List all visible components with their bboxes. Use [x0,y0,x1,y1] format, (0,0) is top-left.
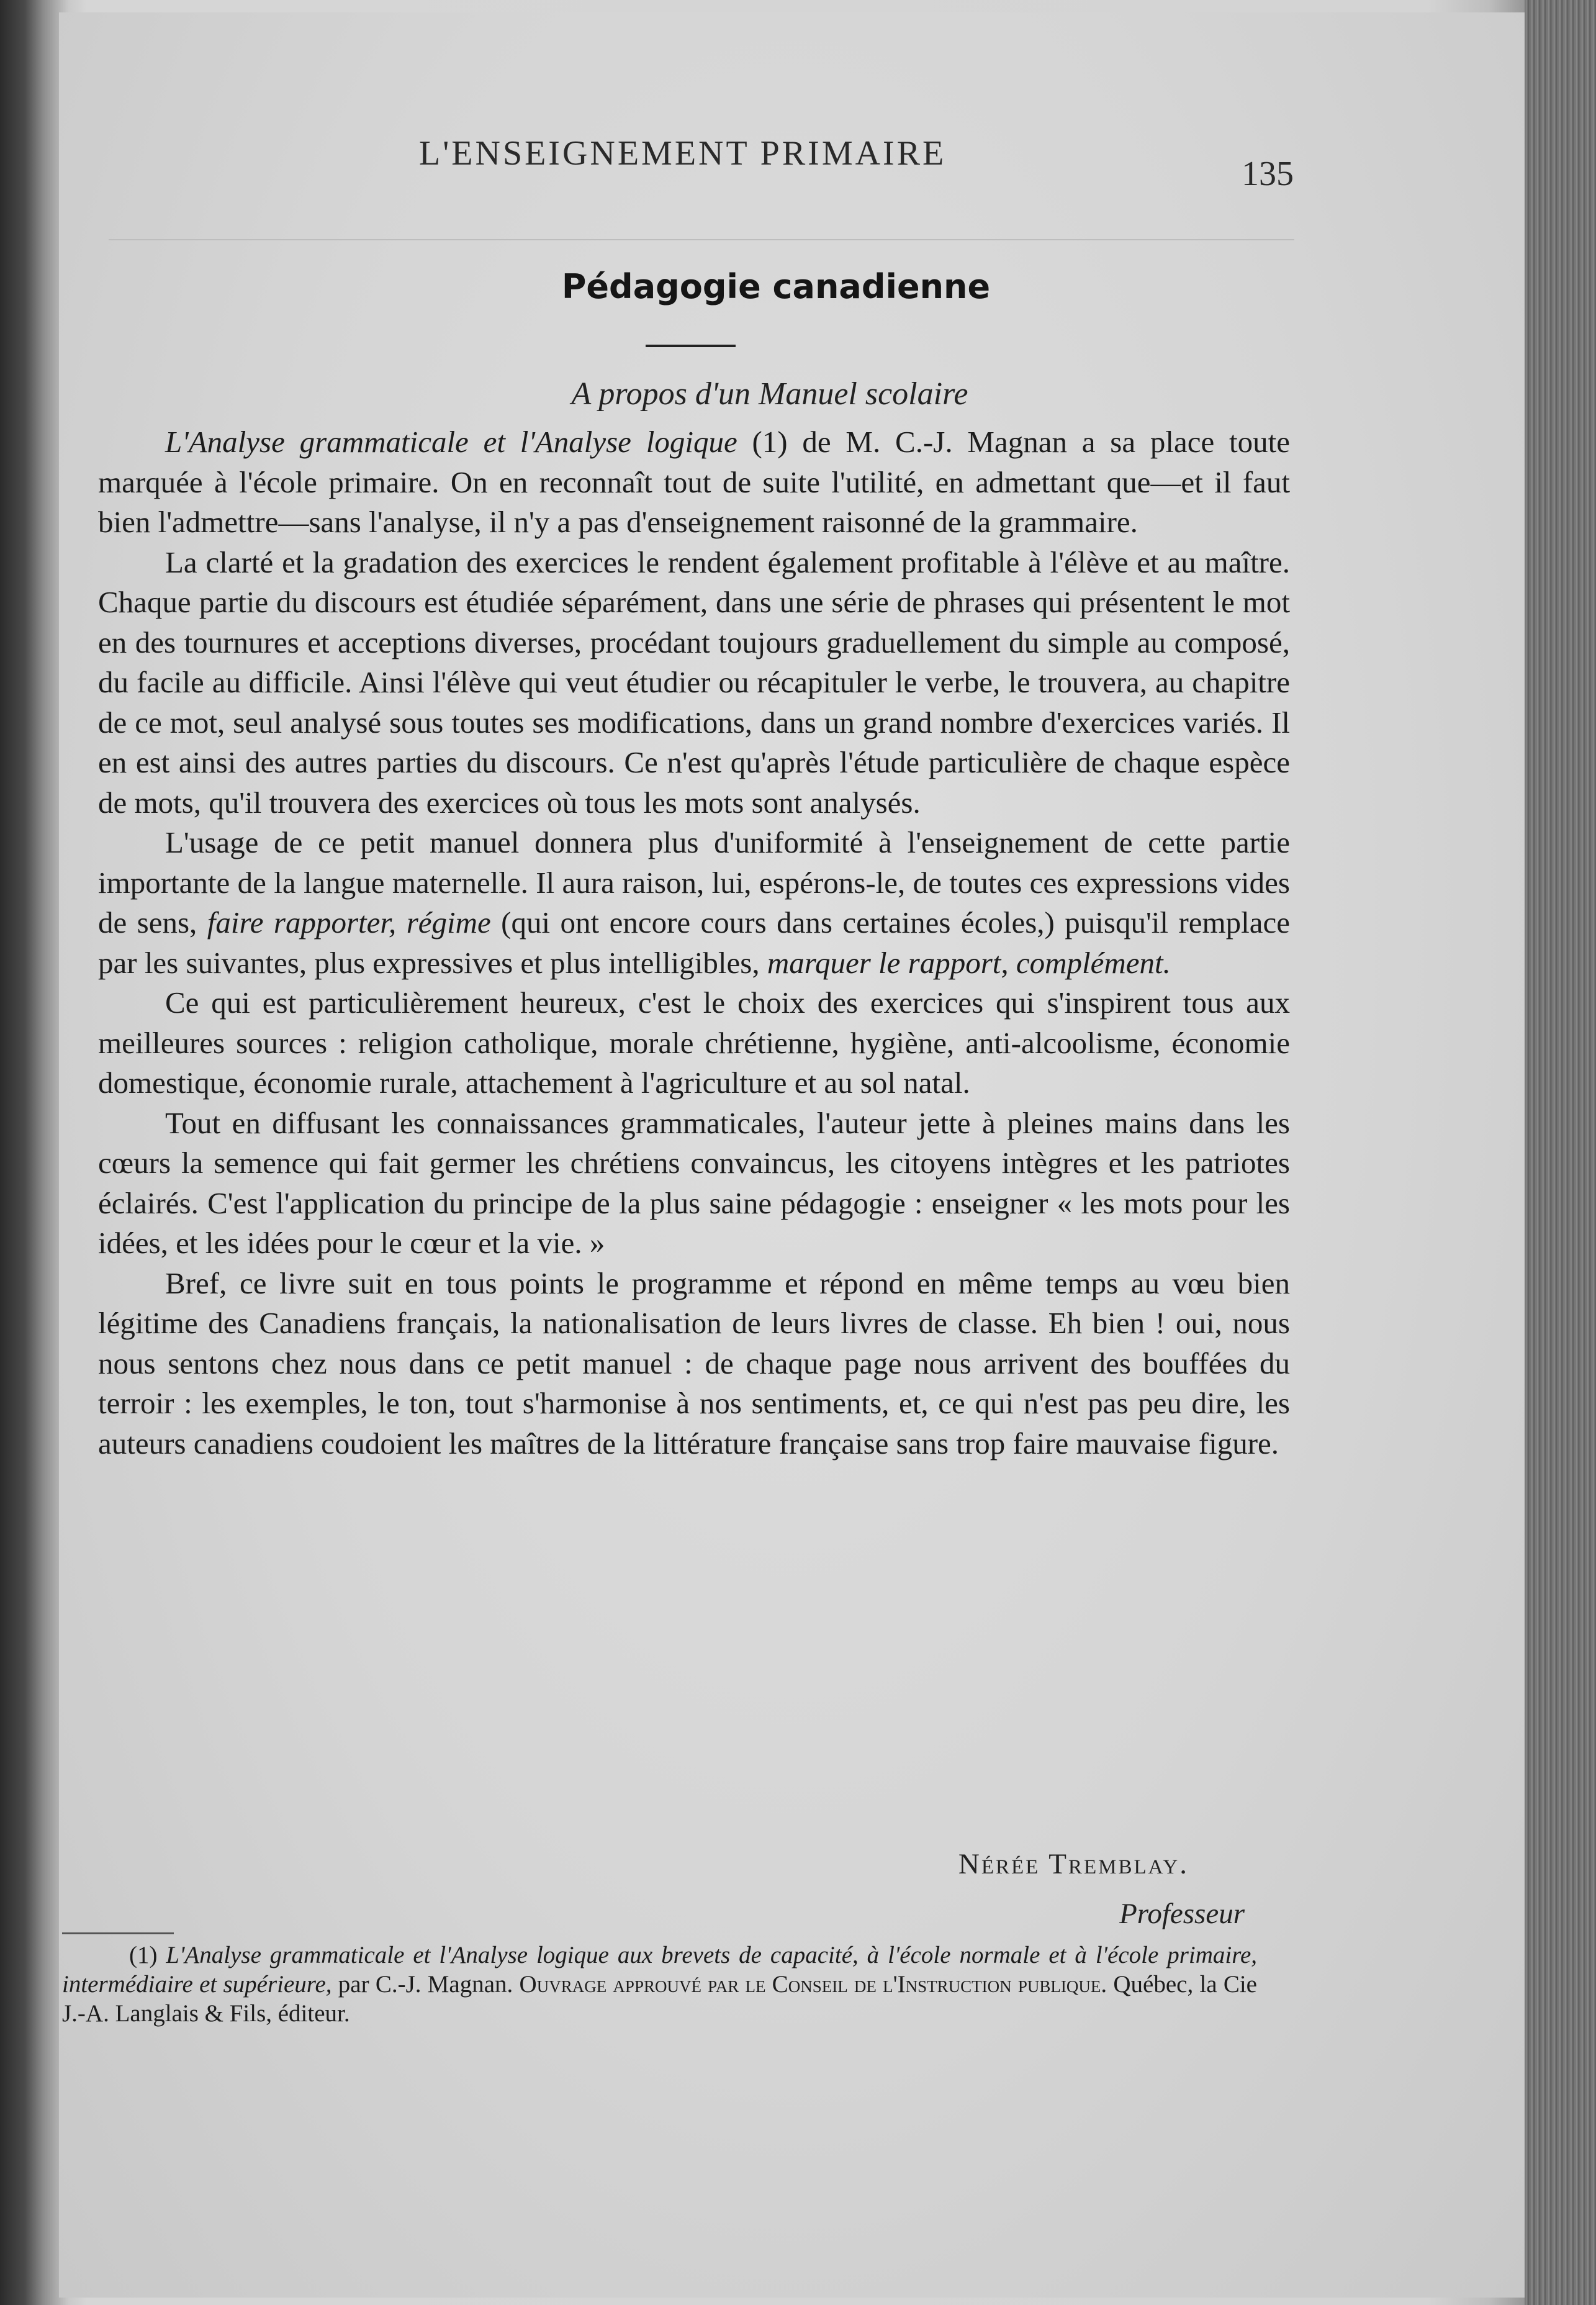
footnote-text [62,1940,1257,2028]
footnote-title: L'Analyse grammaticale et l'Analyse logique aux brevets de capacité, à l'école normale et à l'école primaire, intermédiaire et supérieure, [62,1942,1258,1998]
signature-name: Nérée Tremblay. [958,1848,1189,1880]
footnote-author: par C.-J. Magnan. [331,1971,520,1998]
book-title: L'Analyse grammaticale et l'Analyse logique [165,425,737,459]
article-subtitle: A propos d'un Manuel scolaire [571,376,968,412]
footnote-approval: Ouvrage approuvé par le Conseil de l'Instruction publique. [519,1971,1107,1998]
paragraph-3 [98,823,1290,983]
running-header: L'ENSEIGNEMENT PRIMAIRE [419,134,947,173]
article-body [98,422,1290,1464]
paragraph-3-text-a: L'usage de ce petit manuel donnera plus d'uniformité à l'enseignement de cette partie importante de la langue maternelle. Il aura raison, lui, espérons-le, de toutes ces expressions vides de sens, [98,825,1290,940]
paragraph-5: Tout en diffusant les connaissances grammaticales, l'auteur jette à pleines mains dans les cœurs la semence qui fait germer les chrétiens convaincus, les citoyens intègres et les patriotes éclairés. C'est l'application du principe de la plus saine pédagogie : enseigner « les mots pour les idées, et les idées pour le cœur et la vie. » [98,1105,1290,1260]
paragraph-2: La clarté et la gradation des exercices le rendent également profitable à l'élève et au maître. Chaque partie du discours est étudiée séparément, dans une série de phrases qui présentent le mot en des tournures et acceptions diverses, procédant toujours graduellement du simple au composé, du facile au difficile. Ainsi l'élève qui veut étudier ou récapituler le verbe, le trouvera, au chapitre de ce mot, seul analysé sous toutes ses modifications, dans un grand nombre d'exercices variés. Il en est ainsi des autres parties du discours. Ce n'est qu'après l'étude particulière de chaque espèce de mots, qu'il trouvera des exercices où tous les mots sont analysés. [98,545,1290,820]
paragraph-4: Ce qui est particulièrement heureux, c'est le choix des exercices qui s'inspirent tous aux meilleures sources : religion catholique, morale chrétienne, hygiène, anti-alcoolisme, économie domestique, économie rurale, attachement à l'agriculture et au sol natal. [98,985,1290,1100]
title-divider [646,345,736,347]
paragraph-3-emphasis-1: faire rapporter, régime [207,905,491,940]
paragraph-6: Bref, ce livre suit en tous points le programme et répond en même temps au vœu bien légitime des Canadiens français, la nationalisation de leurs livres de classe. Eh bien ! oui, nous nous sentons chez nous dans ce petit manuel : de chaque page nous arrivent des bouffées du terroir : les exemples, le ton, tout s'harmonise à nos sentiments, et, ce qui n'est pas peu dire, les auteurs canadiens coudoient les maîtres de la littérature française sans trop faire mauvaise figure. [98,1266,1290,1460]
paragraph-1 [98,422,1290,543]
footnote-rule [62,1932,174,1934]
footnote-marker: (1) [129,1942,166,1968]
page-number: 135 [1242,155,1294,193]
paragraph-3-emphasis-2: marquer le rapport, complément. [767,945,1171,980]
page-edge [1525,0,1596,2305]
header-rule [109,239,1294,240]
paragraph-3-text-b: (qui ont encore cours dans certaines écoles,) puisqu'il remplace par les suivantes, plus expressives et plus intelligibles, [98,905,1290,980]
article-title: Pédagogie canadienne [561,267,991,306]
signature-role: Professeur [1119,1898,1245,1930]
footnote-publisher: Québec, la Cie J.-A. Langlais & Fils, éditeur. [62,1971,1257,2027]
footnote [62,1940,1257,2028]
paragraph-1-text: (1) de M. C.-J. Magnan a sa place toute marquée à l'école primaire. On en reconnaît tout de suite l'utilité, en admettant que—et il faut bien l'admettre—sans l'analyse, il n'y a pas d'enseignement raisonné de la grammaire. [98,425,1290,539]
